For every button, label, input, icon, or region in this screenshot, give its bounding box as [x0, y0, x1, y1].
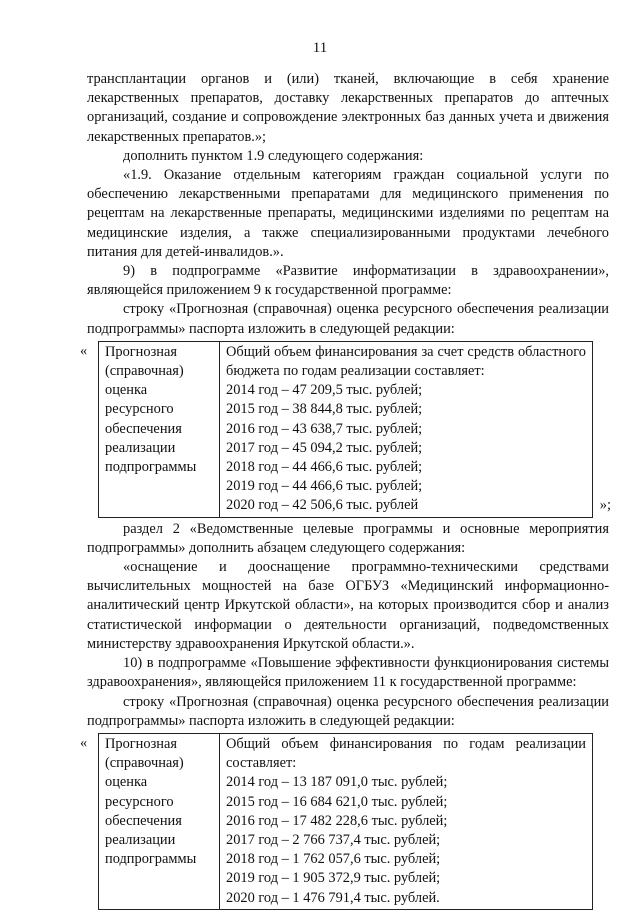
- year-amount-line: 2016 год – 43 638,7 тыс. рублей;: [226, 420, 423, 437]
- paragraph: 9) в подпрограмме «Развитие информатизации в здравоохранении», являющейся приложением 9 к государственной программе:: [87, 263, 609, 299]
- year-amount-line: 2015 год – 38 844,8 тыс. рублей;: [226, 401, 423, 418]
- paragraph: «1.9. Оказание отдельным категориям граждан социальной услуги по обеспечению лекарственными препаратами для медицинского применения по рецептам на лекарственные препараты, медицинскими изделиями по рецептам на медицинские изделия, а также специализированными продуктами лечебного питания для детей-инвалидов.».: [87, 167, 609, 260]
- paragraph: раздел 2 «Ведомственные целевые программы и основные мероприятия подпрограммы» дополнить абзацем следующего содержания:: [87, 520, 609, 556]
- paragraph: дополнить пунктом 1.9 следующего содержания:: [123, 147, 424, 164]
- closing-quote: »;: [599, 497, 611, 514]
- year-amount-line: 2020 год – 42 506,6 тыс. рублей: [226, 497, 419, 514]
- table-row: [99, 733, 593, 909]
- financing-intro: Общий объем финансирования по годам реализации составляет:: [226, 735, 586, 772]
- table-label-cell: Прогнозная (справочная) оценка ресурсного обеспечения реализации подпрограммы: [99, 341, 220, 517]
- year-amount-line: 2019 год – 1 905 372,9 тыс. рублей;: [226, 870, 441, 887]
- paragraph: строку «Прогнозная (справочная) оценка ресурсного обеспечения реализации подпрограммы» паспорта изложить в следующей редакции:: [87, 693, 609, 729]
- table-value-cell: [220, 733, 593, 909]
- year-amount-line: 2016 год – 17 482 228,6 тыс. рублей;: [226, 812, 448, 829]
- year-amount-line: 2014 год – 13 187 091,0 тыс. рублей;: [226, 774, 448, 791]
- resource-table-2: [80, 733, 609, 910]
- table-value-cell: [220, 341, 593, 517]
- year-amount-line: 2018 год – 44 466,6 тыс. рублей;: [226, 459, 423, 476]
- year-amount-line: 2015 год – 16 684 621,0 тыс. рублей;: [226, 793, 448, 810]
- paragraph: трансплантации органов и (или) тканей, включающие в себя хранение лекарственных препаратов, доставку лекарственных препаратов до аптечных организаций, создание и сопровождение электронных баз данных учета и движения лекарственных препаратов.»;: [87, 71, 609, 145]
- paragraph: «оснащение и дооснащение программно-техническими средствами вычислительных мощностей на базе ОГБУЗ «Медицинский информационно-аналитический центр Иркутской области», на которых производится сбор и анализ статистической информации о деятельности организаций, подведомственных министерству здравоохранения Иркутской области.».: [87, 559, 609, 652]
- opening-quote: «: [80, 734, 88, 751]
- passport-row-table: [98, 341, 593, 518]
- opening-quote: «: [80, 342, 88, 359]
- year-amount-line: 2020 год – 1 476 791,4 тыс. рублей.: [226, 889, 440, 906]
- table-row: [99, 341, 593, 517]
- paragraph: 10) в подпрограмме «Повышение эффективности функционирования системы здравоохранения», являющейся приложением 11 к государственной программе:: [87, 655, 609, 691]
- document-body: [80, 70, 611, 912]
- year-amount-line: 2014 год – 47 209,5 тыс. рублей;: [226, 382, 423, 399]
- financing-intro: Общий объем финансирования за счет средств областного бюджета по годам реализации составляет:: [226, 343, 586, 380]
- year-amount-line: 2018 год – 1 762 057,6 тыс. рублей;: [226, 851, 441, 868]
- resource-table-1: [80, 341, 611, 518]
- passport-row-table: [98, 733, 593, 910]
- year-amount-line: 2017 год – 2 766 737,4 тыс. рублей;: [226, 831, 441, 848]
- table-label-cell: Прогнозная (справочная) оценка ресурсного обеспечения реализации подпрограммы: [99, 733, 220, 909]
- year-amount-line: 2019 год – 44 466,6 тыс. рублей;: [226, 478, 423, 495]
- page-number: 11: [312, 40, 328, 56]
- year-amount-line: 2017 год – 45 094,2 тыс. рублей;: [226, 439, 423, 456]
- paragraph: строку «Прогнозная (справочная) оценка ресурсного обеспечения реализации подпрограммы» паспорта изложить в следующей редакции:: [87, 301, 609, 337]
